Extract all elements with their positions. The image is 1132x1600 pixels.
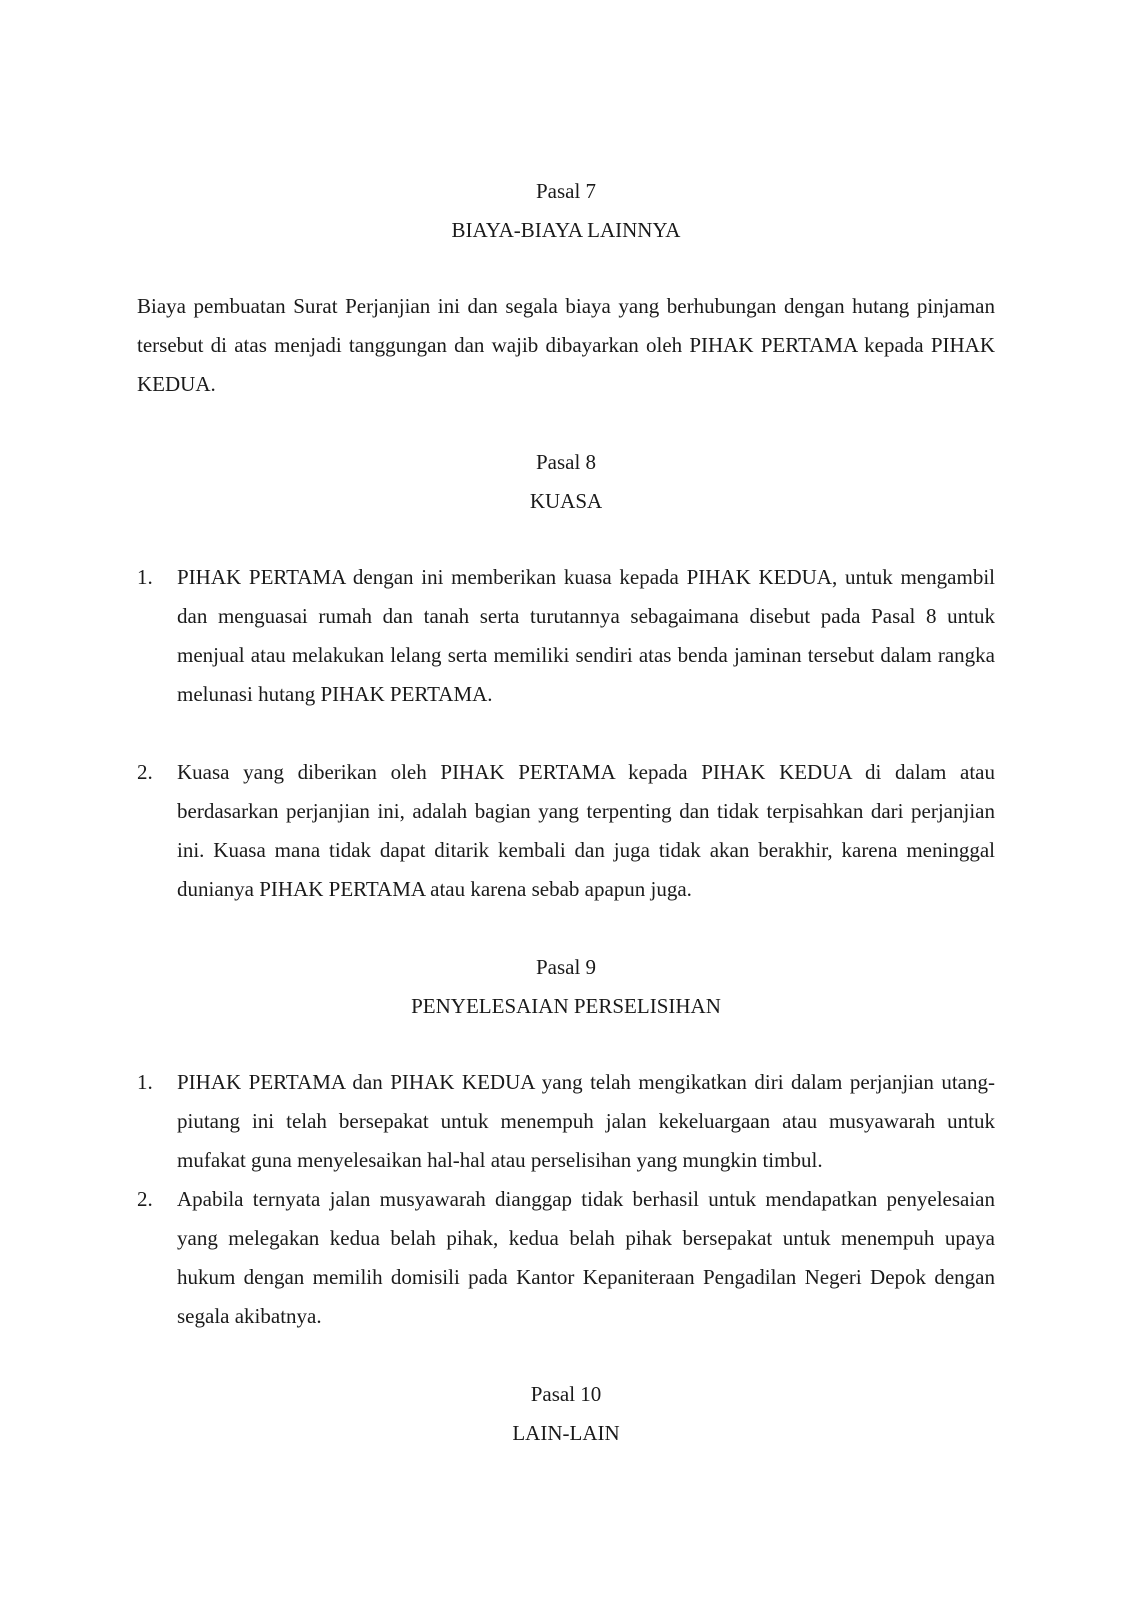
- pasal-7-title: BIAYA-BIAYA LAINNYA: [451, 218, 681, 242]
- pasal-9-number: Pasal 9: [535, 955, 597, 979]
- pasal-8-list: [137, 558, 995, 909]
- list-item-text: Kuasa yang diberikan oleh PIHAK PERTAMA kepada PIHAK KEDUA di dalam atau berdasarkan perjanjian ini, adalah bagian yang terpenting dan tidak terpisahkan dari perjanjian ini. Kuasa mana tidak dapat ditarik kembali dan juga tidak akan berakhir, karena meninggal dunianya PIHAK PERTAMA atau karena sebab apapun juga.: [177, 760, 995, 901]
- pasal-7-number: Pasal 7: [535, 179, 597, 203]
- list-item-text: PIHAK PERTAMA dengan ini memberikan kuasa kepada PIHAK KEDUA, untuk mengambil dan menguasai rumah dan tanah serta turutannya sebagaimana disebut pada Pasal 8 untuk menjual atau melakukan lelang serta memiliki sendiri atas benda jaminan tersebut dalam rangka melunasi hutang PIHAK PERTAMA.: [177, 565, 995, 706]
- list-item-number: 2.: [137, 1187, 153, 1211]
- list-item-number: 1.: [137, 565, 153, 589]
- pasal-10-number: Pasal 10: [530, 1382, 602, 1406]
- list-item: [137, 1180, 995, 1336]
- list-item-text: Apabila ternyata jalan musyawarah dianggap tidak berhasil untuk mendapatkan penyelesaian yang melegakan kedua belah pihak, kedua belah pihak bersepakat untuk menempuh upaya hukum dengan memilih domisili pada Kantor Kepaniteraan Pengadilan Negeri Depok dengan segala akibatnya.: [177, 1187, 995, 1328]
- list-item: [137, 753, 995, 909]
- document-page: [137, 172, 995, 1453]
- list-item-number: 1.: [137, 1070, 153, 1094]
- pasal-10-title: LAIN-LAIN: [512, 1421, 620, 1445]
- pasal-9-list: [137, 1063, 995, 1336]
- pasal-8-number: Pasal 8: [535, 450, 597, 474]
- pasal-7-paragraph: Biaya pembuatan Surat Perjanjian ini dan segala biaya yang berhubungan dengan hutang pinjaman tersebut di atas menjadi tanggungan dan wajib dibayarkan oleh PIHAK PERTAMA kepada PIHAK KEDUA.: [137, 294, 995, 396]
- list-item-text: PIHAK PERTAMA dan PIHAK KEDUA yang telah mengikatkan diri dalam perjanjian utang-piutang ini telah bersepakat untuk menempuh jalan kekeluargaan atau musyawarah untuk mufakat guna menyelesaikan hal-hal atau perselisihan yang mungkin timbul.: [177, 1070, 995, 1172]
- list-item: [137, 558, 995, 714]
- list-item-number: 2.: [137, 760, 153, 784]
- pasal-8-title: KUASA: [529, 489, 603, 513]
- list-item: [137, 1063, 995, 1180]
- pasal-9-title: PENYELESAIAN PERSELISIHAN: [411, 994, 721, 1018]
